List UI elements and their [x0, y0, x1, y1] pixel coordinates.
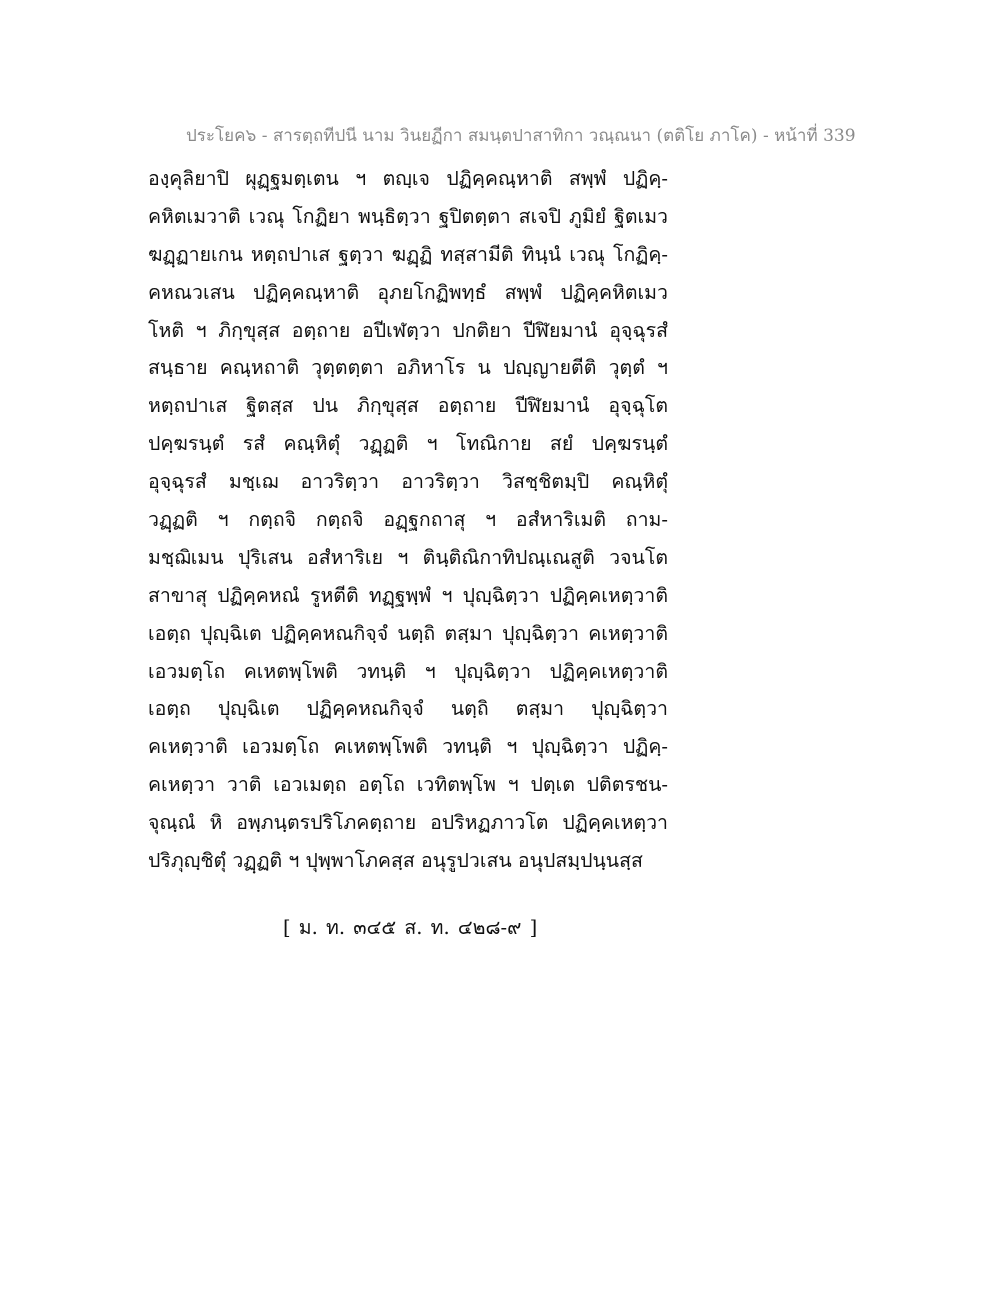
running-header: ประโยค๖ - สารตฺถทีปนี นาม วินยฏีกา สมนฺตปาสาทิกา วณฺณนา (ตติโย ภาโค) - หน้าที่ 339 [186, 126, 856, 146]
text-line: มชฺฌิเมน ปุริเสน อสํหาริเย ฯ ตินฺติณิกาทิปณฺเณสูติ วจนโต [148, 545, 668, 569]
text-line: คเหตฺวาติ เอวมตฺโถ คเหตพฺโพติ วทนฺติ ฯ ปุญฺฉิตฺวา ปฏิคฺ- [148, 735, 668, 759]
text-line: วฏฺฏติ ฯ กตฺถจิ กตฺถจิ อฏฺฐกถาสุ ฯ อสํหาริเมติ ถาม- [148, 508, 668, 532]
source-reference: [ ม. ท. ๓๔๕ ส. ท. ๔๒๘-๙ ] [283, 916, 538, 939]
text-line: เอตฺถ ปุญฺฉิเต ปฏิคฺคหณกิจฺจํ นตฺถิ ตสฺมา ปุญฺฉิตฺวา คเหตฺวาติ [148, 621, 668, 645]
text-line: องฺคุลิยาปิ ผุฏฺฐมตฺเตน ฯ ตญฺเจ ปฏิคฺคณฺหาติ สพฺพํ ปฏิคฺ- [148, 167, 668, 190]
text-line: จุณฺณํ หิ อพฺภนฺตรปริโภคตฺถาย อปริหฏภาวโต ปฏิคฺคเหตฺวา [148, 811, 668, 835]
text-line: คเหตฺวา วาติ เอวเมตฺถ อตฺโถ เวทิตพฺโพ ฯ ปตฺเต ปติตรชน- [148, 773, 668, 797]
text-line: โหติ ฯ ภิกฺขุสฺส อตฺถาย อปีเฬตฺวา ปกติยา ปีฬิยมานํ อุจฺฉุรสํ [148, 318, 668, 342]
text-line: สนฺธาย คณฺหถาติ วุตฺตตฺตา อภิหาโร น ปญฺญายตีติ วุตฺตํ ฯ [148, 356, 668, 380]
text-line: ฆฏฺฏายเกน หตฺถปาเส ฐตฺวา ฆฏฺฏิ ทสฺสามีติ ทินฺนํ เวณุ โกฏิคฺ- [148, 242, 668, 266]
text-line: เอวมตฺโถ คเหตพฺโพติ วทนฺติ ฯ ปุญฺฉิตฺวา ปฏิคฺคเหตฺวาติ [148, 659, 668, 683]
text-line: สาขาสุ ปฏิคฺคหณํ รูหตีติ ทฏฺฐพฺพํ ฯ ปุญฺฉิตฺวา ปฏิคฺคเหตฺวาติ [148, 583, 668, 607]
text-line: หตฺถปาเส ฐิตสฺส ปน ภิกฺขุสฺส อตฺถาย ปีฬิยมานํ อุจฺฉุโต [148, 394, 668, 418]
text-line: ปคฺฆรนฺตํ รสํ คณฺหิตุํ วฏฺฏติ ฯ โทณิกาย สยํ ปคฺฆรนฺตํ [148, 432, 668, 456]
text-line: อุจฺฉุรสํ มชฺเฌ อาวริตฺวา อาวริตฺวา วิสชฺชิตมฺปิ คณฺหิตุํ [148, 470, 668, 494]
text-line: ปริภุญฺชิตุํ วฏฺฏติ ฯ ปุพฺพาโภคสฺส อนุรูปวเสน อนุปสมฺปนฺนสฺส [148, 849, 643, 873]
text-line: คหณวเสน ปฏิคฺคณฺหาติ อุภยโกฏิพทฺธํ สพฺพํ ปฏิคฺคหิตเมว [148, 280, 668, 304]
text-line: คหิตเมวาติ เวณุ โกฏิยา พนฺธิตฺวา ฐปิตตฺตา สเจปิ ภูมิยํ ฐิตเมว [148, 204, 668, 228]
text-line: เอตฺถ ปุญฺฉิเต ปฏิคฺคหณกิจฺจํ นตฺถิ ตสฺมา ปุญฺฉิตฺวา [148, 697, 668, 721]
body-text [148, 160, 668, 880]
